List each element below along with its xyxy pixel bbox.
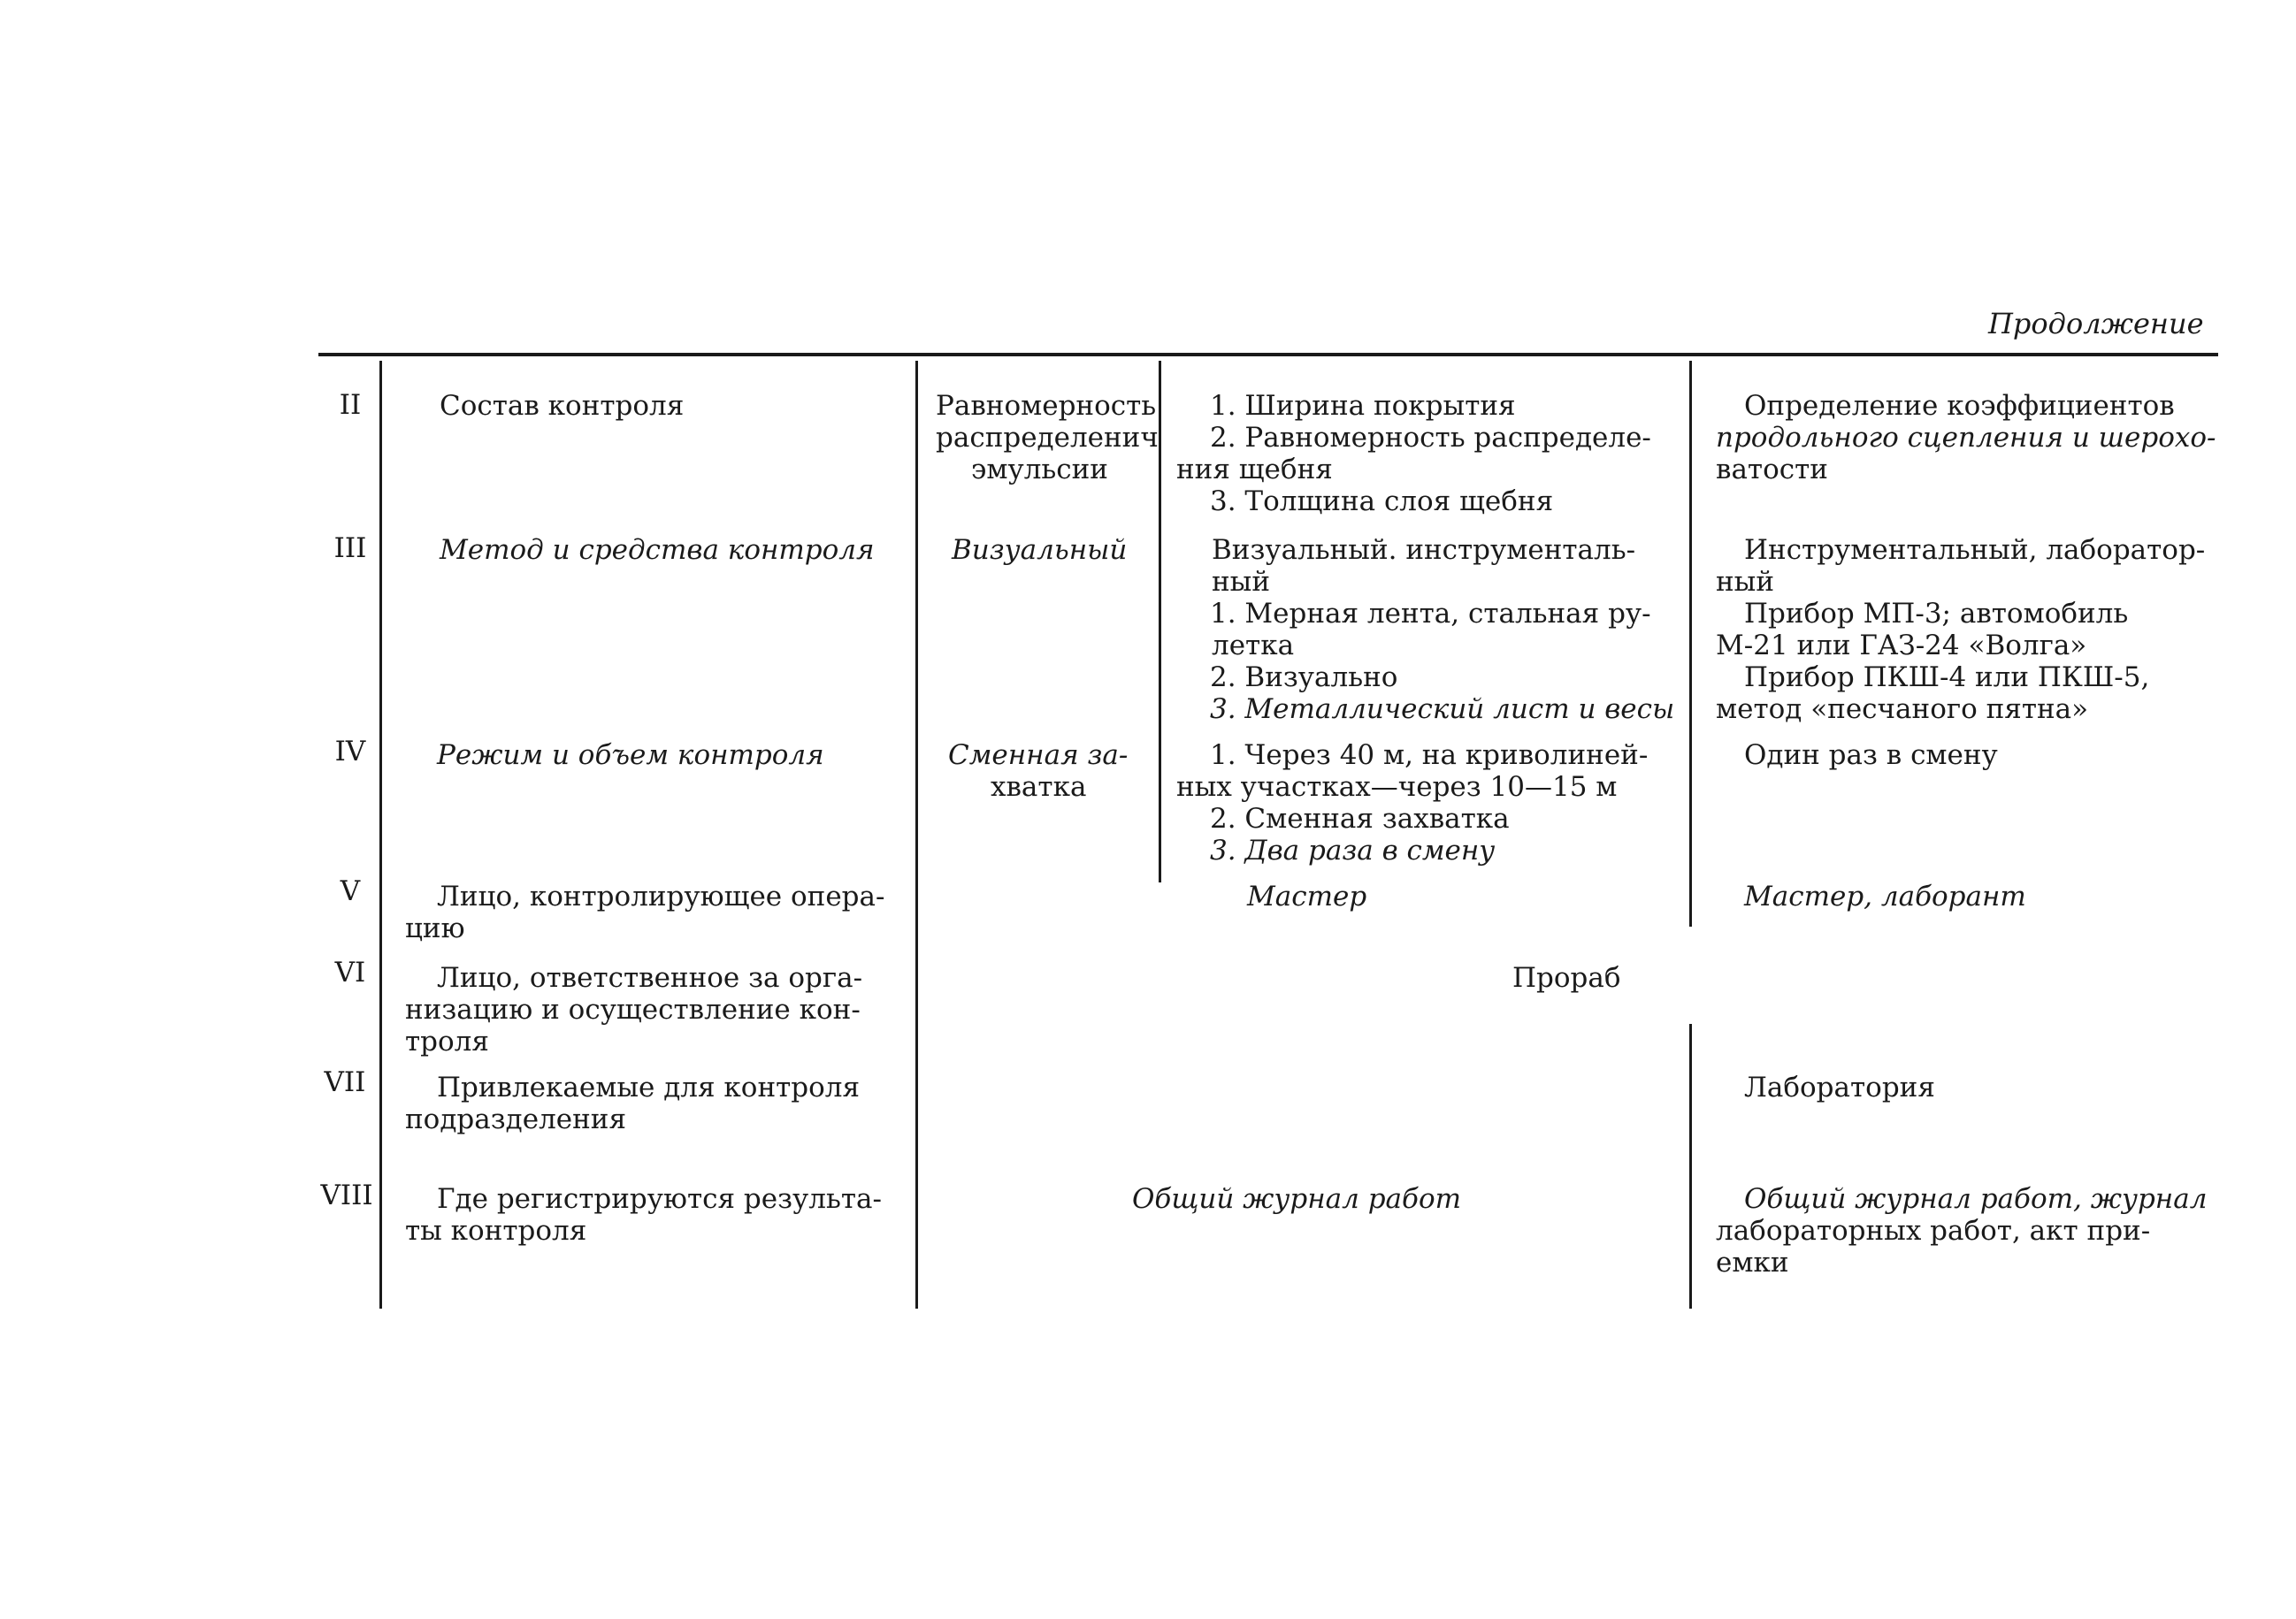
cell-text: Мастер: [1247, 881, 1367, 913]
cell-text: Лаборатория: [1744, 1072, 1935, 1104]
row-label: Состав контроля: [440, 390, 685, 422]
v-line-3: [1159, 361, 1161, 882]
cell-text: 3. Толщина слоя щебня: [1210, 485, 1554, 517]
cell-text: 1. Через 40 м, на криволиней-: [1210, 739, 1649, 771]
cell-text: 2. Сменная захватка: [1210, 803, 1510, 835]
cell-text: Равномерность: [936, 390, 1157, 422]
cell-text: 3. Два раза в смену: [1210, 835, 1496, 867]
cell-text: лабораторных работ, акт при-: [1716, 1215, 2151, 1247]
cell-text: Прораб: [1512, 962, 1621, 994]
cell-text: ный: [1716, 566, 1774, 598]
row-label: ты контроля: [405, 1215, 587, 1247]
row-label: троля: [405, 1026, 489, 1058]
v-line-1: [379, 361, 382, 1309]
cell-text: Общий журнал работ: [1132, 1183, 1462, 1215]
cell-text: емки: [1716, 1247, 1789, 1279]
cell-text: ватости: [1716, 454, 1828, 485]
cell-text: ный: [1212, 566, 1270, 598]
cell-text: Инструментальный, лаборатор-: [1744, 534, 2206, 566]
cell-text: М-21 или ГАЗ-24 «Волга»: [1716, 630, 2087, 661]
row-label: Лицо, контролирующее опера-: [437, 881, 885, 913]
v-line-4b: [1689, 1024, 1692, 1309]
cell-text: Мастер, лаборант: [1744, 881, 2026, 913]
row-num: IV: [334, 736, 366, 767]
row-num: III: [333, 532, 367, 564]
cell-text: ных участках—через 10—15 м: [1176, 771, 1618, 803]
row-label: Режим и объем контроля: [437, 739, 824, 771]
cell-text: 2. Равномерность распределе-: [1210, 422, 1651, 454]
cell-text: Определение коэффициентов: [1744, 390, 2175, 422]
row-num: VII: [324, 1066, 366, 1098]
row-num: VI: [334, 957, 366, 989]
row-num: V: [340, 875, 361, 907]
row-num: II: [339, 389, 362, 421]
cell-text: продольного сцепления и шерохо-: [1716, 422, 2216, 454]
row-label: Где регистрируются результа-: [437, 1183, 882, 1215]
cell-text: Визуальный. инструменталь-: [1212, 534, 1636, 566]
cell-text: Прибор МП-3; автомобиль: [1744, 598, 2129, 630]
row-label: Лицо, ответственное за орга-: [437, 962, 863, 994]
cell-text: 1. Ширина покрытия: [1210, 390, 1516, 422]
v-line-4a: [1689, 361, 1692, 927]
cell-text: Визуальный: [952, 534, 1128, 566]
row-num: VIII: [320, 1180, 373, 1211]
cell-text: Общий журнал работ, журнал: [1744, 1183, 2208, 1215]
cell-text: распределенич: [936, 422, 1159, 454]
v-line-2: [915, 361, 918, 1309]
header-rule: [318, 353, 2218, 356]
row-label: цию: [405, 913, 465, 944]
row-label: Метод и средства контроля: [440, 534, 875, 566]
cell-text: Прибор ПКШ-4 или ПКШ-5,: [1744, 661, 2150, 693]
cell-text: ния щебня: [1176, 454, 1333, 485]
continuation-label: Продолжение: [1988, 307, 2204, 340]
cell-text: 3. Металлический лист и весы: [1210, 693, 1675, 725]
cell-text: метод «песчаного пятна»: [1716, 693, 2089, 725]
cell-text: 2. Визуально: [1210, 661, 1398, 693]
row-label: низацию и осуществление кон-: [405, 994, 861, 1026]
cell-text: Сменная за-: [948, 739, 1129, 771]
cell-text: эмульсии: [971, 454, 1108, 485]
row-label: подразделения: [405, 1104, 626, 1135]
cell-text: хватка: [991, 771, 1087, 803]
cell-text: Один раз в смену: [1744, 739, 1998, 771]
cell-text: 1. Мерная лента, стальная ру-: [1210, 598, 1651, 630]
row-label: Привлекаемые для контроля: [437, 1072, 861, 1104]
cell-text: летка: [1212, 630, 1295, 661]
